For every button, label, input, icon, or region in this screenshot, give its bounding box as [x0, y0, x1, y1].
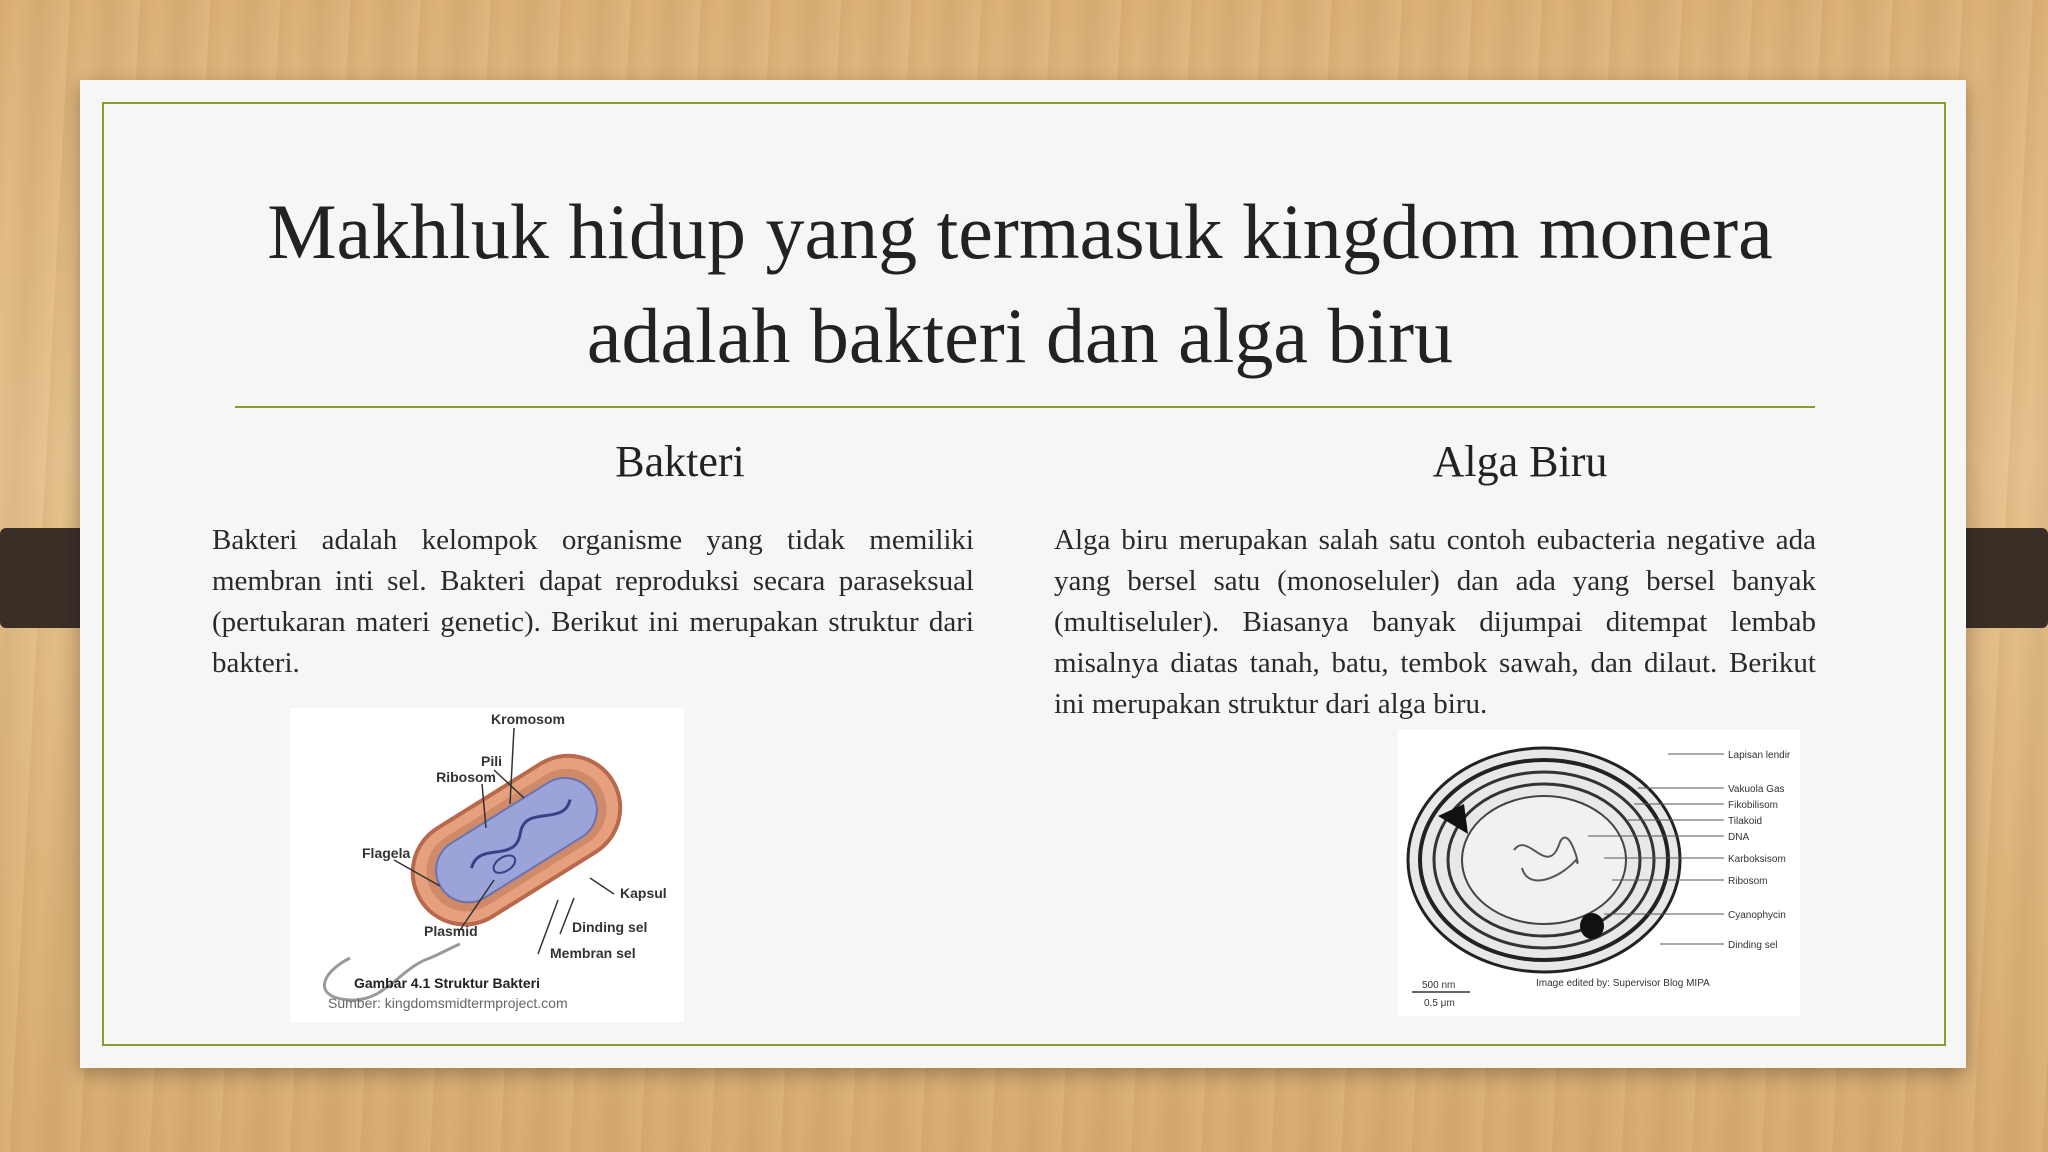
label-plasmid: Plasmid: [424, 923, 478, 939]
figure-caption: Gambar 4.1 Struktur Bakteri: [354, 975, 540, 991]
label-ribosom: Ribosom: [1728, 876, 1768, 887]
label-tilakoid: Tilakoid: [1728, 816, 1763, 827]
figure-credit: Image edited by: Supervisor Blog MIPA: [1536, 978, 1710, 989]
bacteria-structure-figure: [290, 708, 684, 1022]
label-ribosom: Ribosom: [436, 769, 496, 785]
label-dinding-sel: Dinding sel: [572, 919, 648, 935]
label-fikobilisom: Fikobilisom: [1728, 800, 1779, 811]
carboxysome-shape: [1580, 913, 1604, 939]
label-cyanophycin: Cyanophycin: [1728, 910, 1786, 921]
label-lapisan-lendir: Lapisan lendir: [1728, 750, 1791, 761]
label-pili: Pili: [480, 753, 502, 769]
cytoplasm-shape: [1462, 796, 1626, 924]
figure-source: Sumber: kingdomsmidtermproject.com: [328, 995, 568, 1011]
label-karboksisom: Karboksisom: [1728, 854, 1786, 865]
bakteri-heading: Bakteri: [615, 437, 745, 486]
label-membran-sel: Membran sel: [550, 945, 636, 961]
slide-card: [80, 80, 1966, 1068]
bakteri-paragraph: Bakteri adalah kelompok organisme yang tidak memiliki membran inti sel. Bakteri dapat reproduksi secara paraseksual (pertukaran materi genetic). Berikut ini merupakan struktur dari bakteri.: [212, 524, 974, 679]
flagellum-shape: [324, 944, 460, 1000]
blue-algae-structure-figure: [1398, 730, 1800, 1016]
label-vakuola-gas: Vakuola Gas: [1728, 784, 1785, 795]
label-kromosom: Kromosom: [491, 711, 565, 727]
label-flagela: Flagela: [362, 845, 411, 861]
scale-bar-bottom-label: 0.5 μm: [1424, 998, 1455, 1009]
slide-title: Makhluk hidup yang termasuk kingdom monera adalah bakteri dan alga biru: [267, 188, 1773, 379]
label-kapsul: Kapsul: [620, 885, 667, 901]
title-divider: [235, 406, 1815, 408]
label-dna: DNA: [1728, 832, 1750, 843]
alga-biru-paragraph: Alga biru merupakan salah satu contoh eubacteria negative ada yang bersel satu (monoseluler) dan ada yang bersel banyak (multiseluler). Biasanya banyak dijumpai ditempat lembab misalnya diatas tanah, batu, tembok sawah, dan dilaut. Berikut ini merupakan struktur dari alga biru.: [1054, 524, 1816, 720]
alga-biru-heading: Alga Biru: [1432, 437, 1608, 486]
label-dinding-sel: Dinding sel: [1728, 940, 1778, 951]
scale-bar-top-label: 500 nm: [1422, 980, 1456, 991]
